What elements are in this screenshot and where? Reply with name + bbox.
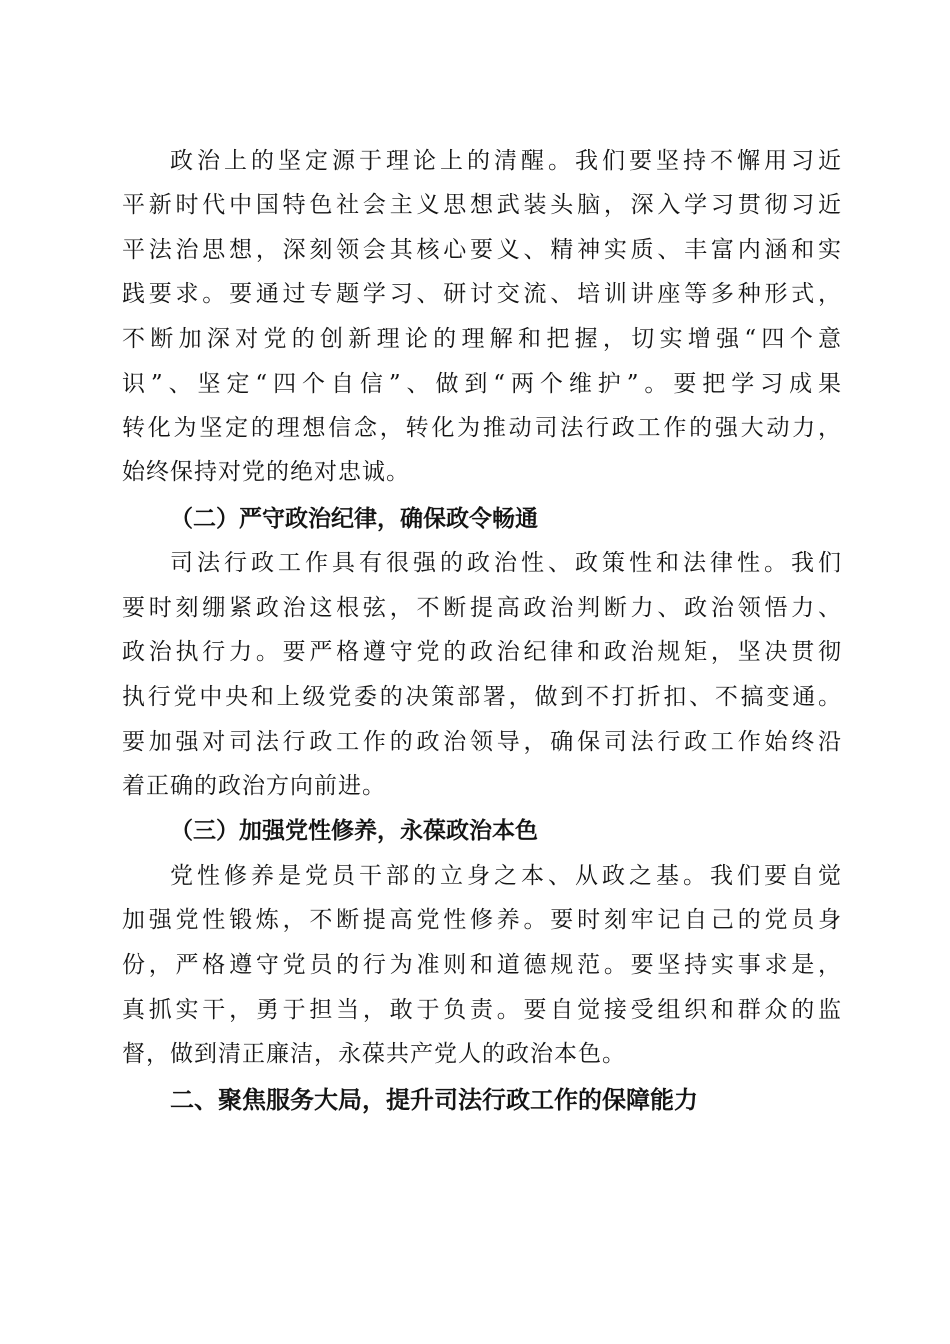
subheading-three: （三）加强党性修养，永葆政治本色	[170, 817, 538, 844]
paragraph-line: 司法行政工作具有很强的政治性、政策性和法律性。我们	[170, 550, 842, 576]
paragraph-line: 真抓实干，勇于担当，敢于负责。要自觉接受组织和群众的监	[122, 997, 842, 1023]
paragraph-line: 不断加深对党的创新理论的理解和把握，切实增强“四个意	[122, 326, 842, 352]
paragraph-line: 政治上的坚定源于理论上的清醒。我们要坚持不懈用习近	[170, 148, 842, 174]
paragraph-line: 转化为坚定的理想信念，转化为推动司法行政工作的强大动力，	[122, 415, 842, 441]
paragraph-line: 份，严格遵守党员的行为准则和道德规范。要坚持实事求是，	[122, 952, 842, 978]
paragraph-line: 督，做到清正廉洁，永葆共产党人的政治本色。	[122, 1041, 626, 1067]
paragraph-line: 平法治思想，深刻领会其核心要义、精神实质、丰富内涵和实	[122, 237, 842, 263]
paragraph-line: 政治执行力。要严格遵守党的政治纪律和政治规矩，坚决贯彻	[122, 639, 842, 665]
paragraph-line: 识”、坚定“四个自信”、做到“两个维护”。要把学习成果	[122, 371, 842, 397]
paragraph-line: 始终保持对党的绝对忠诚。	[122, 459, 410, 485]
paragraph-line: 要时刻绷紧政治这根弦，不断提高政治判断力、政治领悟力、	[122, 595, 842, 621]
paragraph-line: 执行党中央和上级党委的决策部署，做到不打折扣、不搞变通。	[122, 684, 842, 710]
paragraph-line: 要加强对司法行政工作的政治领导，确保司法行政工作始终沿	[122, 729, 842, 755]
paragraph-line: 加强党性锻炼，不断提高党性修养。要时刻牢记自己的党员身	[122, 907, 842, 933]
paragraph-line: 践要求。要通过专题学习、研讨交流、培训讲座等多种形式，	[122, 281, 842, 307]
paragraph-line: 着正确的政治方向前进。	[122, 773, 386, 799]
subheading-two: （二）严守政治纪律，确保政令畅通	[170, 505, 538, 532]
paragraph-line: 党性修养是党员干部的立身之本、从政之基。我们要自觉	[170, 863, 842, 889]
section-heading-two: 二、聚焦服务大局，提升司法行政工作的保障能力	[170, 1086, 698, 1114]
paragraph-line: 平新时代中国特色社会主义思想武装头脑，深入学习贯彻习近	[122, 192, 842, 218]
